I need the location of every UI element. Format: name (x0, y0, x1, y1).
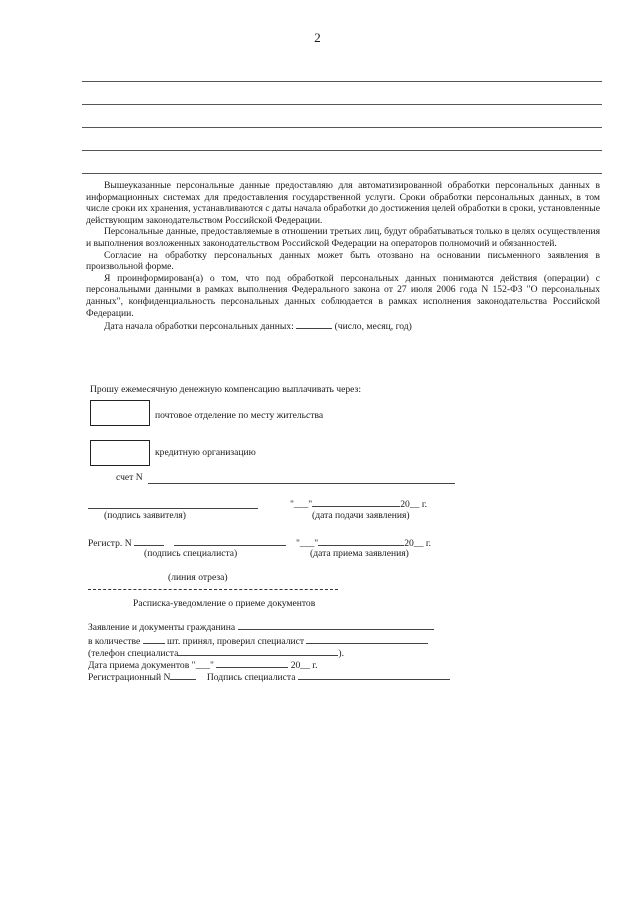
blank-line (82, 104, 602, 105)
reception-month-field[interactable] (318, 536, 404, 546)
blank-line (82, 81, 602, 82)
cut-line (88, 589, 338, 590)
page-number: 2 (314, 30, 321, 45)
receipt-line-applicant: Заявление и документы гражданина (88, 620, 434, 634)
specialist-signature-caption: (подпись специалиста) (144, 548, 238, 559)
filing-date-caption: (дата подачи заявления) (312, 510, 410, 521)
processing-start-hint: (число, месяц, год) (334, 321, 412, 333)
post-office-label: почтовое отделение по месту жительства (155, 410, 324, 421)
filing-month-field[interactable] (312, 497, 400, 507)
credit-org-label: кредитную организацию (155, 447, 256, 458)
receipt-signature-field[interactable] (298, 670, 450, 680)
receipt-line-phone: (телефон специалиста ). (88, 648, 344, 659)
filing-date-row: "___" 20__ г. (290, 499, 428, 510)
registration-id-field[interactable] (170, 670, 196, 680)
processing-start-label: Дата начала обработки персональных данных: (104, 321, 294, 333)
blank-line (82, 173, 602, 174)
document-date-field[interactable] (216, 658, 288, 668)
registration-label: Регистр. N (88, 538, 132, 549)
reception-date-row: "___" 20__ г. (296, 538, 432, 549)
account-label: счет N (116, 472, 143, 483)
payment-request: Прошу ежемесячную денежную компенсацию выплачивать через: (90, 384, 362, 395)
receipt-line-registration: Регистрационный N Подпись специалиста (88, 670, 450, 684)
post-office-checkbox[interactable] (90, 400, 150, 426)
applicant-signature-field[interactable] (88, 508, 258, 509)
consent-paragraph: Я проинформирован(а) о том, что под обработкой персональных данных понимаются действия (операции) с персональными данными в рамках выполнения Федерального закона от 27 июля 2006 года N 152-ФЗ "О персональных данных", конфиденциальность персональных данных соблюдается в рамках исполнения законодательства Российской Федерации. (86, 272, 600, 319)
consent-paragraph: Вышеуказанные персональные данные предоставляю для автоматизированной обработки персональных данных в информационных системах для предоставления государственной услуги. Сроки обработки персональных данных, в том числе сроки их хранения, устанавливаются с даты начала обработки до достижения целей обработки в сроки, установленные действующим законодательством Российской Федерации. (86, 180, 600, 226)
applicant-signature-caption: (подпись заявителя) (104, 510, 187, 521)
processing-start-field[interactable] (296, 319, 332, 329)
consent-paragraph: Согласие на обработку персональных данных может быть отозвано на основании письменного заявления в произвольной форме. (86, 249, 600, 273)
quantity-field[interactable] (143, 634, 165, 644)
processing-start-row (86, 319, 600, 333)
registration-number-field[interactable] (134, 536, 164, 546)
cut-line-label: (линия отреза) (168, 572, 228, 583)
receipt-line-quantity: в количестве шт. принял, проверил специалист (88, 634, 428, 648)
account-field[interactable] (148, 483, 455, 484)
blank-line (82, 127, 602, 128)
reception-date-caption: (дата приема заявления) (310, 548, 409, 559)
receipt-line-date: Дата приема документов "___" 20__ г. (88, 660, 318, 671)
receipt-title: Расписка-уведомление о приеме документов (133, 598, 316, 609)
specialist-phone-field[interactable] (178, 646, 338, 656)
credit-org-checkbox[interactable] (90, 440, 150, 466)
consent-text (86, 180, 600, 333)
specialist-signature-field[interactable] (174, 536, 286, 546)
blank-line (82, 150, 602, 151)
applicant-name-field[interactable] (238, 620, 434, 630)
consent-paragraph: Персональные данные, предоставляемые в отношении третьих лиц, будут обрабатываться только в целях осуществления и выполнения возложенных законодательством Российской Федерации на операторов полномочий и обязанностей. (86, 226, 600, 249)
specialist-name-field[interactable] (306, 634, 428, 644)
